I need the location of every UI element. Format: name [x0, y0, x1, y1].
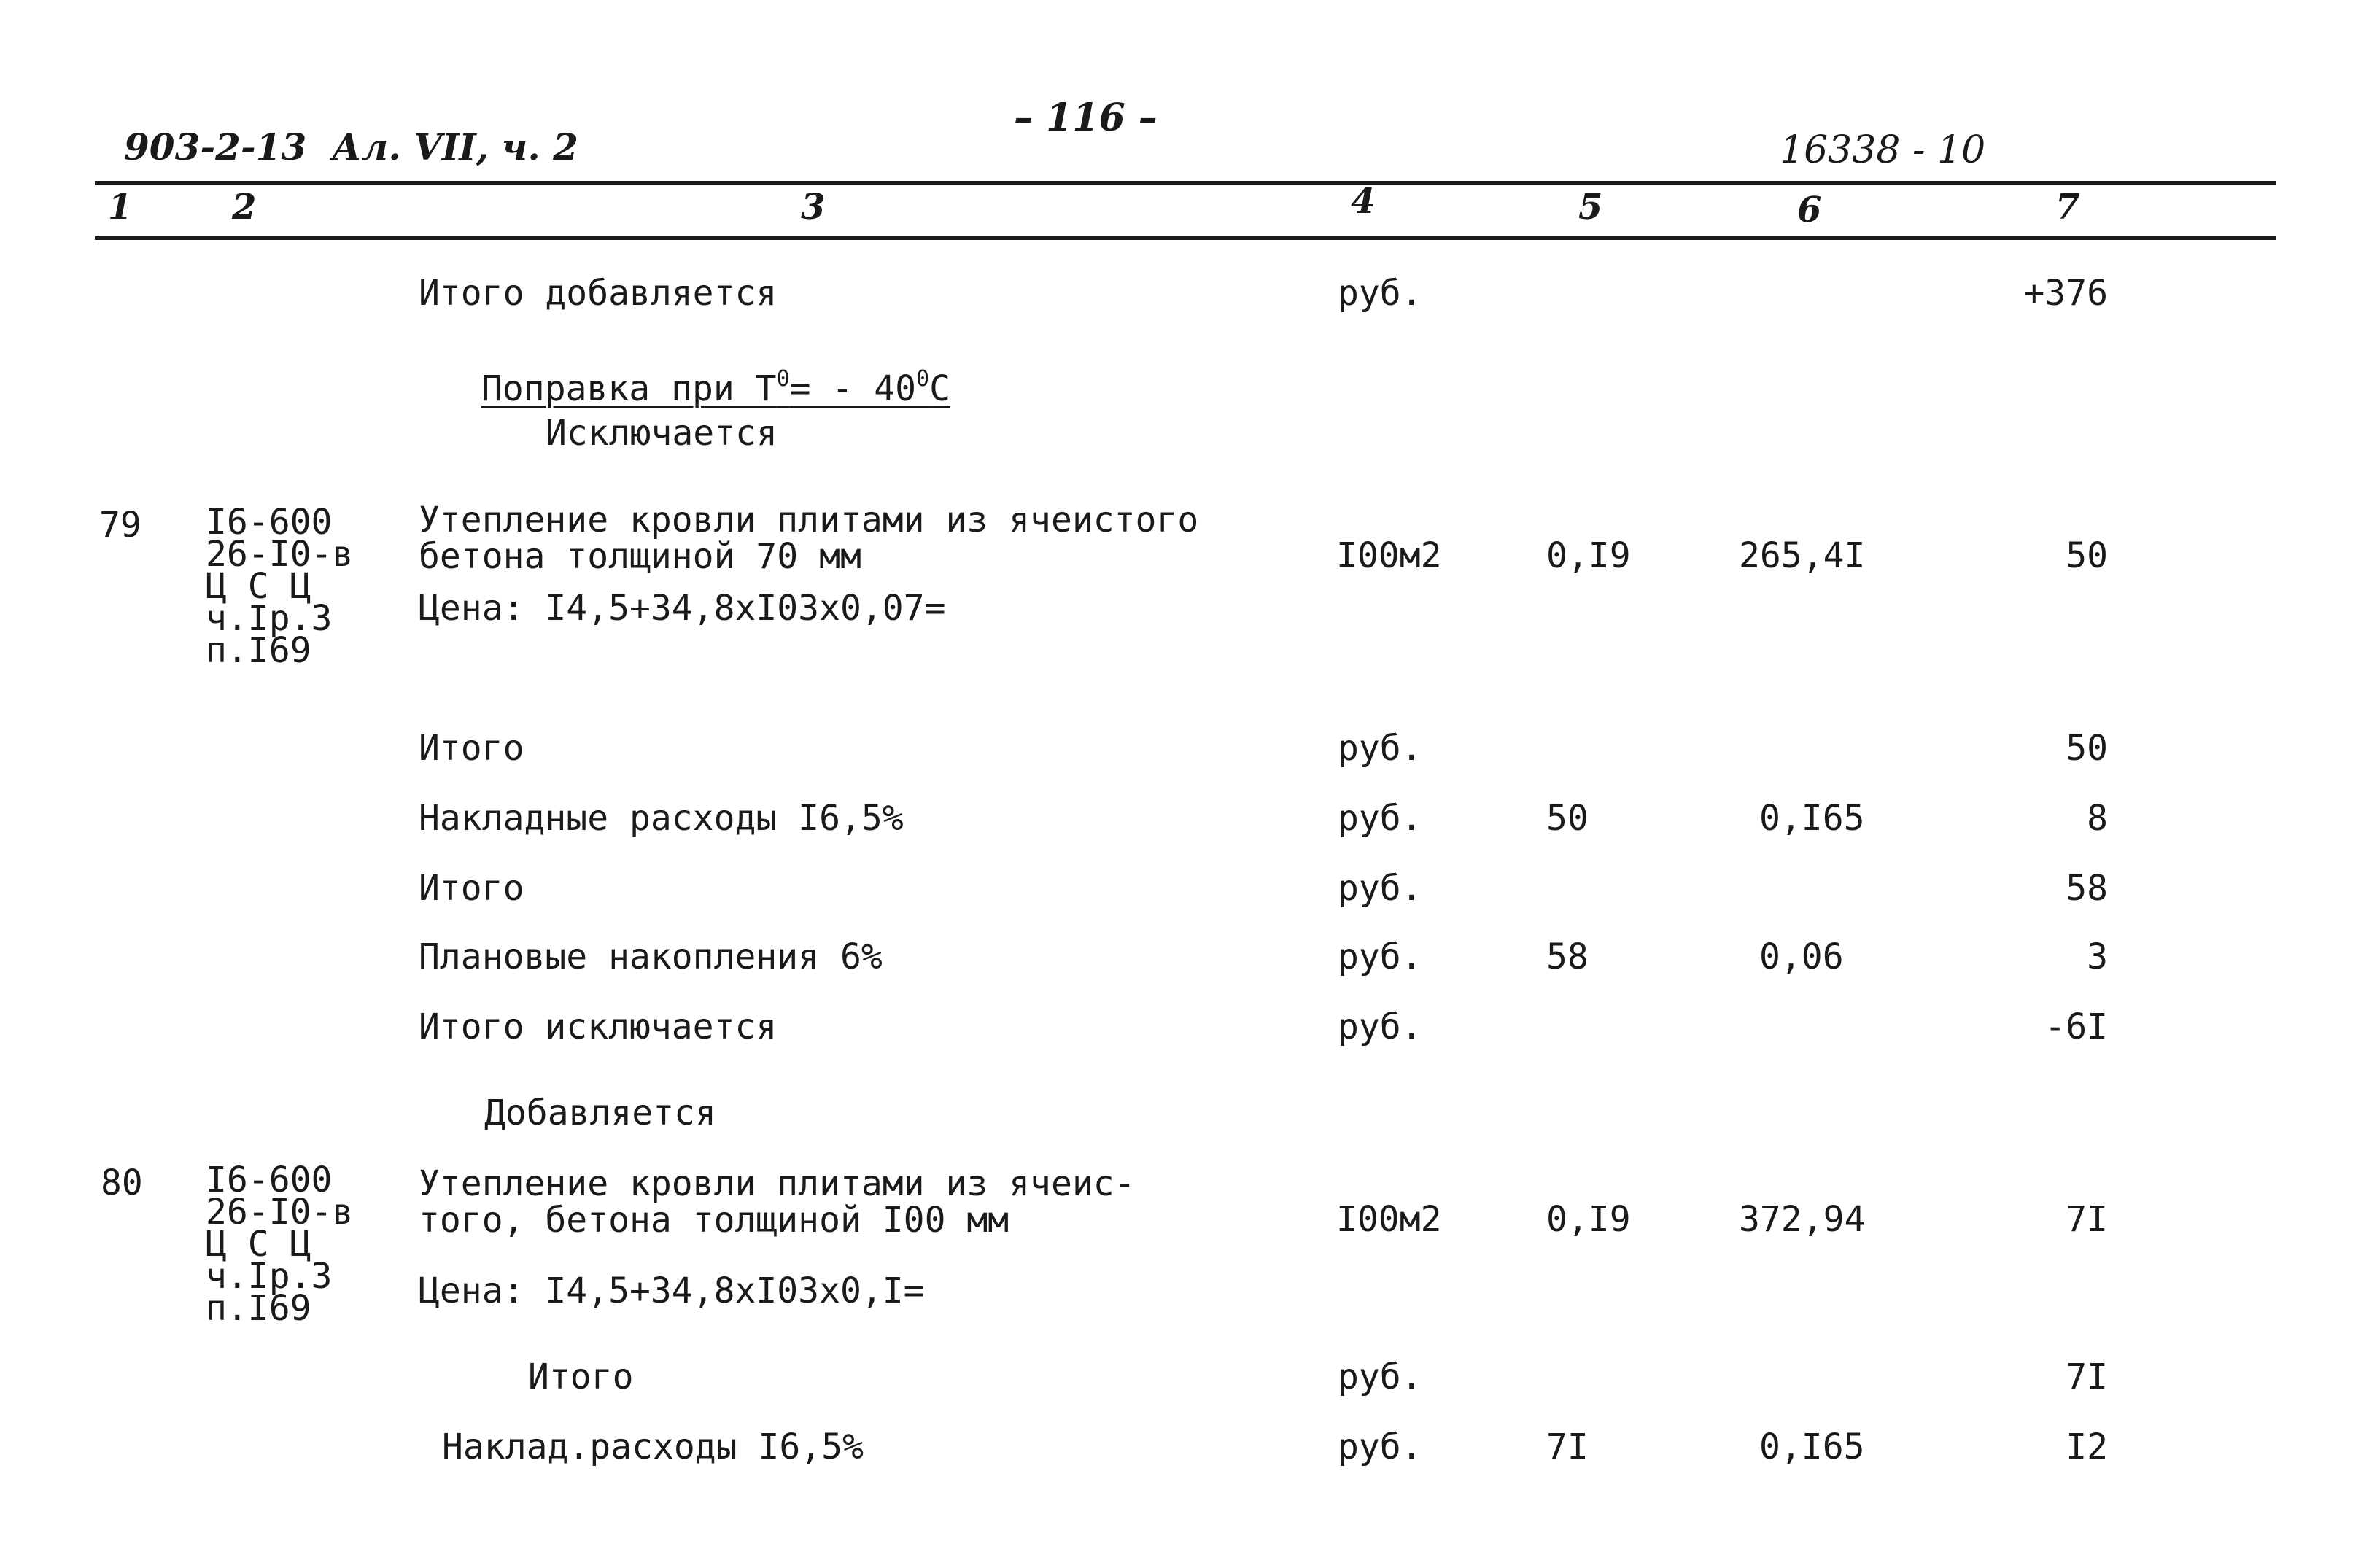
row-total: -6I [2044, 1006, 2108, 1047]
price-formula: Цена: I4,5+34,8xI03x0,07= [419, 588, 946, 629]
row-description: Утепление кровли плитами из ячеис- того, бетона толщиной I00 мм [419, 1163, 1136, 1241]
column-header: 3 [801, 187, 826, 228]
row-unit: руб. [1338, 1427, 1422, 1467]
column-header: 1 [108, 187, 133, 228]
correction-heading: Поправка при $Т^0= - 40^0С$ [481, 366, 950, 409]
row-quantity: 7I [1546, 1427, 1589, 1467]
row-description: Итого [419, 728, 524, 769]
norm-code: I6-600 26-I0-в Ц С Ц ч.Iр.3 п.I69 [206, 1160, 354, 1329]
row-description: Наклад.расходы I6,5% [442, 1427, 864, 1467]
column-header: 5 [1578, 187, 1603, 228]
row-description: Итого исключается [419, 1006, 778, 1047]
row-total: 8 [2087, 798, 2108, 839]
row-rate: 0,06 [1759, 936, 1844, 977]
header-top-rule [95, 181, 2276, 185]
row-unit: руб. [1338, 868, 1422, 909]
row-unit: руб. [1338, 273, 1422, 314]
column-header: 4 [1351, 181, 1376, 222]
row-description: Плановые накопления 6% [419, 936, 883, 977]
row-total: +376 [2023, 273, 2108, 314]
row-rate: 0,I65 [1759, 1427, 1865, 1467]
excluded-heading: Исключается [546, 413, 778, 454]
column-header: 6 [1797, 190, 1822, 230]
page-number: – 116 – [1014, 96, 1158, 140]
row-total: 58 [2066, 868, 2108, 909]
column-header: 7 [2055, 187, 2080, 228]
row-unit: руб. [1338, 1006, 1422, 1047]
norm-code: I6-600 26-I0-в Ц С Ц ч.Iр.3 п.I69 [206, 502, 354, 671]
row-unit: I00м2 [1336, 535, 1442, 576]
row-description: Итого [528, 1357, 634, 1397]
row-quantity: 0,I9 [1546, 535, 1631, 576]
sheet-code: 16338 - 10 [1780, 128, 1986, 172]
row-rate: 265,4I [1739, 535, 1866, 576]
row-unit: руб. [1338, 728, 1422, 769]
column-header: 2 [232, 187, 257, 228]
added-heading: Добавляется [484, 1092, 716, 1133]
price-formula: Цена: I4,5+34,8xI03x0,I= [419, 1270, 925, 1311]
row-unit: руб. [1338, 936, 1422, 977]
row-description: Утепление кровли плитами из ячеистого бетона толщиной 70 мм [419, 500, 1199, 577]
row-unit: руб. [1338, 1357, 1422, 1397]
row-total: 50 [2066, 728, 2108, 769]
row-description: Итого [419, 868, 524, 909]
row-description: Итого добавляется [419, 273, 778, 314]
row-quantity: 50 [1546, 798, 1589, 839]
row-total: 7I [2066, 1357, 2108, 1397]
row-total: 50 [2066, 535, 2108, 576]
row-total: 7I [2066, 1199, 2108, 1240]
row-quantity: 58 [1546, 936, 1589, 977]
row-unit: руб. [1338, 798, 1422, 839]
row-rate: 0,I65 [1759, 798, 1865, 839]
row-quantity: 0,I9 [1546, 1199, 1631, 1240]
row-rate: 372,94 [1739, 1199, 1866, 1240]
row-description: Накладные расходы I6,5% [419, 798, 904, 839]
header-bottom-rule [95, 236, 2276, 240]
row-unit: I00м2 [1336, 1199, 1442, 1240]
row-total: 3 [2087, 936, 2108, 977]
row-number: 80 [101, 1163, 143, 1203]
document-code: 903-2-13 Ал. VII, ч. 2 [124, 125, 578, 168]
row-number: 79 [99, 505, 141, 546]
row-total: I2 [2066, 1427, 2108, 1467]
